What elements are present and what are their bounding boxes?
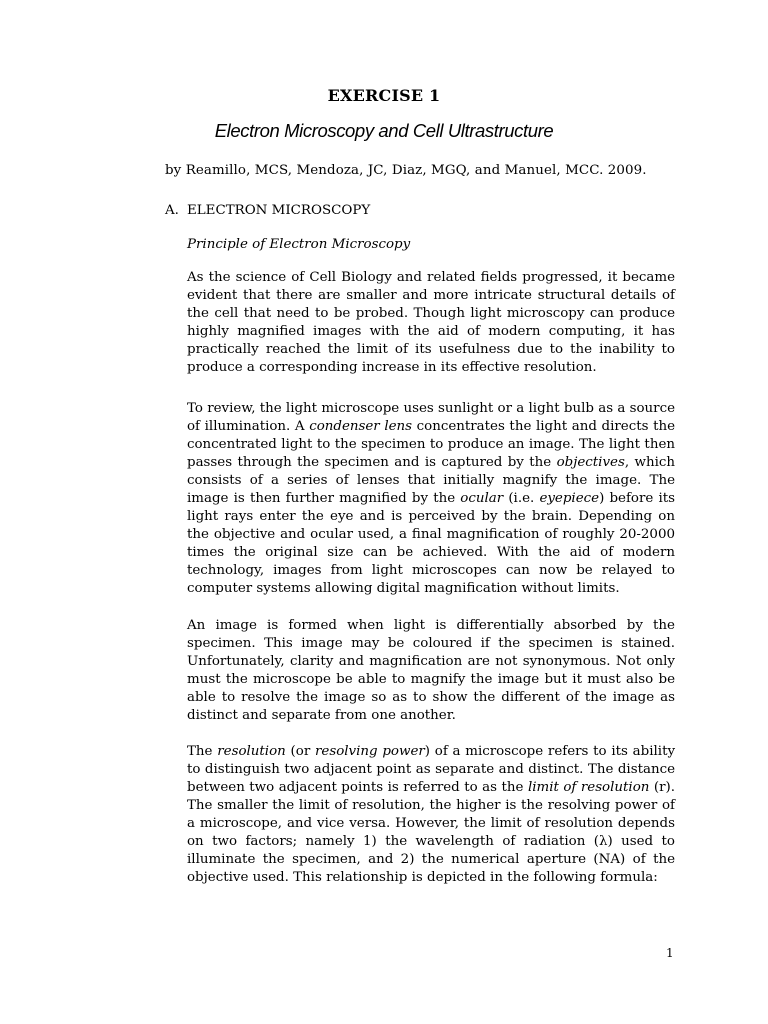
paragraph-1: As the science of Cell Biology and related fields progressed, it became evident that there are smaller and more intricate structural details of the cell that need to be probed. Though light microscopy can produce highly magnified images with the aid of modern computing, it has practically reached the limit of its usefulness due to the inability to produce a corresponding increase in its effective resolution. [187, 270, 675, 376]
paragraph-4 [187, 743, 675, 887]
section-heading [165, 203, 370, 218]
paragraph-2 [187, 400, 675, 599]
term-condenser-lens: condenser lens [309, 419, 413, 435]
paragraph-4-text: (r). The smaller the limit of resolution, the higher is the resolving power of a microscope, and vice versa. However, the limit of resolution depends on two factors; namely 1) the wavelength of radiation (λ) used to illuminate the specimen, and 2) the numerical aperture (NA) of the objective used. This relationship is depicted in the following formula: [187, 780, 675, 886]
exercise-title: EXERCISE 1 [327, 86, 441, 105]
term-resolution: resolution [217, 744, 286, 759]
paragraph-3: An image is formed when light is differentially absorbed by the specimen. This image may be coloured if the specimen is stained. Unfortunately, clarity and magnification are not synonymous. Not only must the microscope be able to magnify the image but it must also be able to resolve the image so as to show the different of the image as distinct and separate from one another. [187, 618, 675, 724]
term-limit-of-resolution: limit of resolution [527, 780, 650, 796]
paragraph-2-text: (i.e. [503, 491, 540, 507]
paragraph-2-text: To review, the light microscope uses sunlight or a light bulb as a source of illumination. A [187, 401, 675, 435]
paragraph-2-text: ) before its light rays enter the eye and is perceived by the brain. Depending on the objective and ocular used, a final magnification of roughly 20-2000 times the original size can be achieved. With the aid of modern technology, images from light microscopes can now be relayed to computer systems allowing digital magnification without limits. [187, 491, 675, 597]
page-number: 1 [666, 946, 674, 960]
term-ocular: ocular [460, 491, 504, 507]
term-resolving-power: resolving power [315, 744, 425, 759]
section-title: ELECTRON MICROSCOPY [187, 203, 371, 218]
authors-line: by Reamillo, MCS, Mendoza, JC, Diaz, MGQ, and Manuel, MCC. 2009. [165, 163, 647, 178]
term-objectives: objectives [556, 455, 625, 471]
paragraph-4-text: The [187, 744, 218, 759]
paragraph-4-text: (or [285, 744, 315, 759]
paragraph-4-text: ) of a microscope refers to its ability to distinguish two adjacent point as separate and distinct. The distance between two adjacent points is referred to as the [187, 744, 676, 796]
paragraph-2-text: concentrates the light and directs the concentrated light to the specimen to produce an image. The light then passes through the specimen and is captured by the [187, 419, 675, 471]
paragraph-2-text: , which consists of a series of lenses that initially magnify the image. The image is then further magnified by the [187, 455, 675, 507]
term-eyepiece: eyepiece [539, 491, 600, 507]
document-subtitle: Electron Microscopy and Cell Ultrastructure [214, 120, 554, 141]
section-letter: A. [165, 203, 179, 218]
subheading: Principle of Electron Microscopy [187, 237, 411, 252]
